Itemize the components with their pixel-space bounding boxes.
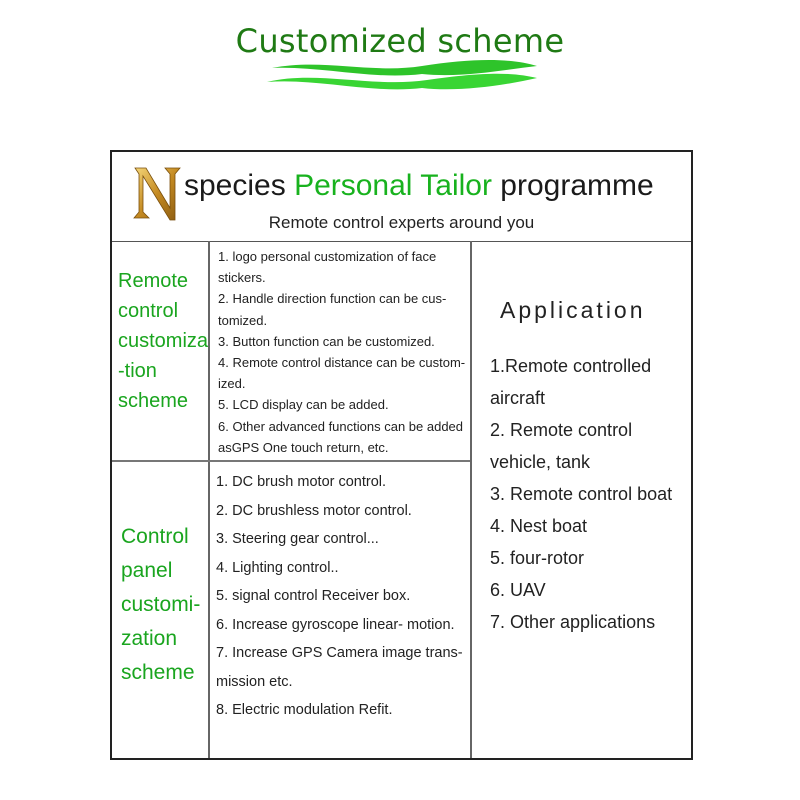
wave-decoration [262, 56, 542, 96]
list-item: aircraft [490, 388, 546, 408]
info-table [110, 150, 693, 760]
remote-control-feature-list [218, 246, 470, 458]
list-item: 6. Increase gyroscope linear- motion. [216, 616, 455, 633]
list-item: 7. Increase GPS Camera image trans- [216, 645, 463, 661]
header [0, 0, 800, 110]
remote-control-scheme-label [118, 266, 208, 416]
label-line: scheme [118, 390, 189, 412]
list-item: 2. DC brushless motor control. [216, 502, 412, 519]
banner-word-species: species [184, 169, 286, 202]
list-item: vehicle, tank [490, 452, 591, 472]
banner [112, 152, 691, 242]
control-panel-feature-list [216, 468, 472, 725]
control-panel-scheme-label [121, 520, 200, 690]
list-item: 4. Lighting control.. [216, 559, 339, 576]
list-item: 7. Other applications [490, 612, 656, 632]
list-item: 3. Steering gear control... [216, 531, 379, 547]
list-item: 1. logo personal customization of face [218, 249, 437, 264]
list-item: 1.Remote controlled [490, 356, 652, 376]
label-line: -tion [118, 360, 157, 382]
list-item: 6. UAV [490, 580, 546, 600]
label-line: customi- [121, 593, 201, 616]
label-line: customiza [118, 330, 209, 352]
application-title: Application [500, 297, 646, 323]
divider-middle [112, 460, 470, 462]
list-item: 3. Remote control boat [490, 484, 673, 504]
banner-word-personal-tailor: Personal Tailor [294, 169, 492, 202]
list-item: 4. Nest boat [490, 516, 588, 536]
application-list [490, 350, 672, 638]
list-item: 1. DC brush motor control. [216, 474, 387, 490]
banner-headline [184, 169, 654, 203]
list-item: 3. Button function can be customized. [218, 333, 435, 349]
list-item: mission etc. [216, 673, 293, 690]
banner-word-programme: programme [500, 169, 654, 202]
list-item: tomized. [218, 312, 268, 328]
list-item: 2. Handle direction function can be cus- [218, 291, 447, 307]
label-line: zation [121, 627, 178, 650]
list-item: 8. Electric modulation Refit. [216, 702, 393, 718]
list-item: 5. four-rotor [490, 548, 585, 568]
list-item: 4. Remote control distance can be custom- [218, 355, 466, 371]
list-item: 2. Remote control [490, 420, 633, 440]
label-line: Control [121, 525, 189, 548]
label-line: panel [121, 559, 173, 582]
list-item: 5. LCD display can be added. [218, 397, 389, 413]
label-line: scheme [121, 661, 195, 684]
label-line: Remote [118, 270, 189, 292]
page-title: Customized scheme [235, 22, 565, 60]
list-item: 6. Other advanced functions can be added [218, 418, 464, 434]
label-line: control [118, 300, 179, 322]
list-item: ized. [218, 376, 246, 392]
banner-subtitle: Remote control experts around you [268, 213, 535, 232]
list-item: stickers. [218, 270, 266, 286]
list-item: asGPS One touch return, etc. [218, 439, 389, 455]
divider-left [208, 241, 210, 758]
list-item: 5. signal control Receiver box. [216, 588, 411, 604]
